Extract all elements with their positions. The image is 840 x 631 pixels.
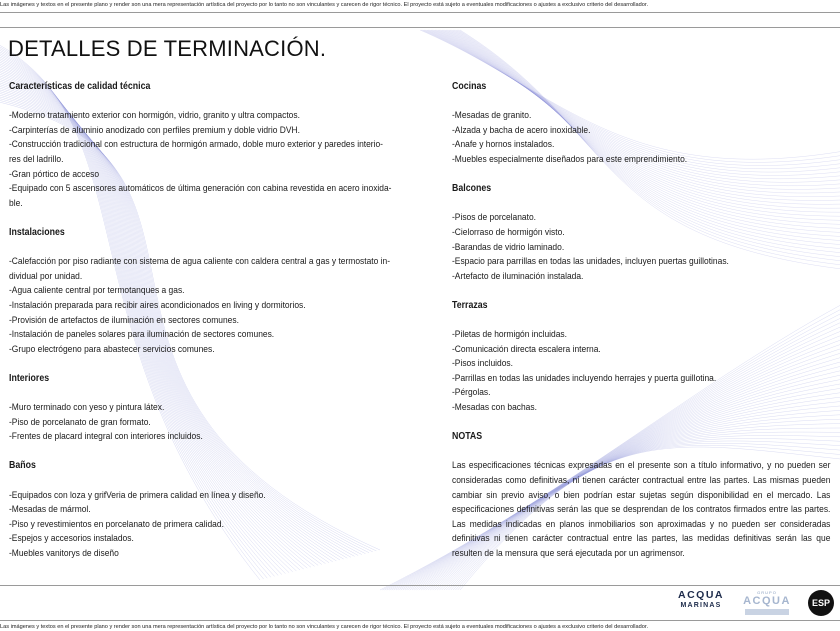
section-heading: Terrazas: [452, 299, 488, 311]
spec-item: -Muro terminado con yeso y pintura látex.: [9, 402, 165, 414]
spec-item: -Gran pórtico de acceso: [9, 168, 100, 180]
spec-item: -Mesadas de granito.: [452, 110, 532, 122]
section-heading: Instalaciones: [9, 226, 65, 238]
left-column: [9, 80, 394, 576]
notes-heading: NOTAS: [452, 431, 483, 443]
acqua-marinas-logo: [676, 590, 726, 620]
spec-item: -Provisión de artefactos de iluminación en sectores comunes.: [9, 314, 239, 326]
spec-item: -Muebles vanitorys de diseño: [9, 548, 119, 559]
spec-item: -Pisos incluidos.: [452, 358, 514, 370]
spec-item: -Mesadas de mármol.: [9, 504, 91, 516]
logo-text: ACQUA: [678, 589, 724, 601]
spec-item: -Equipado con 5 ascensores automáticos de última generación con cabina revestida en acero inoxida-: [9, 183, 392, 195]
section: [9, 372, 394, 460]
section-heading: Características de calidad técnica: [9, 81, 151, 92]
spec-item: -Agua caliente central por termotanques a gas.: [9, 285, 185, 297]
spec-item: -Instalación de paneles solares para iluminación de sectores comunes.: [9, 329, 275, 341]
spec-item: -Comunicación directa escalera interna.: [452, 343, 601, 355]
spec-item: -Piso y revestimientos en porcelanato de primera calidad.: [9, 518, 224, 530]
spec-item: -Piletas de hormigón incluidas.: [452, 329, 567, 341]
spec-item: -Artefacto de iluminación instalada.: [452, 270, 584, 282]
bottom-divider: [0, 620, 840, 621]
logo-bar: [745, 609, 789, 615]
spec-item: -Construcción tradicional con estructura de hormigón armado, doble muro exterior y paredes interio-: [9, 139, 383, 151]
header-divider: [0, 27, 840, 28]
disclaimer-bottom: Las imágenes y textos en el presente plano y render son una mera representación artística del proyecto por lo tanto no son vinculantes y carecen de rigor técnico. El proyecto está sujeto a eventuales modificaciones o ajustes a exclusivo criterio del desarrollador.: [0, 624, 648, 630]
spec-item: -Espacio para parrillas en todas las unidades, incluyen puertas guillotinas.: [452, 256, 729, 268]
spec-item: -Pérgolas.: [452, 387, 491, 399]
grupo-acqua-logo: [741, 590, 793, 620]
spec-item: -Pisos de porcelanato.: [452, 212, 537, 224]
spec-item: -Grupo electrógeno para abastecer servicios comunes.: [9, 343, 215, 355]
spec-item: -Muebles especialmente diseñados para este emprendimiento.: [452, 153, 688, 165]
logo-text: MARINAS: [680, 602, 722, 609]
spec-item: -Calefacción por piso radiante con sistema de agua caliente con caldera central a gas y termostato in-: [9, 256, 391, 268]
section-heading: Interiores: [9, 372, 50, 384]
section: [9, 459, 394, 576]
spec-item: -Moderno tratamiento exterior con hormigón, vidrio, granito y ultra compactos.: [9, 110, 300, 122]
footer-divider: [0, 585, 840, 586]
section: [452, 182, 832, 299]
spec-item: ble.: [9, 197, 23, 209]
logo-text: GRUPO: [757, 590, 777, 595]
spec-item: -Cielorraso de hormigón visto.: [452, 226, 565, 238]
section: [452, 299, 832, 430]
top-divider: [0, 12, 840, 13]
spec-item: -Frentes de placard integral con interiores incluidos.: [9, 431, 203, 443]
right-column: [452, 80, 832, 562]
logo-text: ACQUA: [743, 595, 791, 607]
spec-item: -Piso de porcelanato de gran formato.: [9, 416, 151, 428]
section-heading: Baños: [9, 460, 36, 472]
notes-text: Las especificaciones técnicas expresadas en el presente son a título informativo, y no pueden ser consideradas como definitivas, ni tienen carácter contractual entre las partes. Las mismas pueden cambiar sin previo aviso, o bien podrían estar sujetas según disponibilidad en el mercado. Las especificaciones definitivas serán las que se desprendan de los contratos firmados entre las partes. Las medidas indicadas en planos inmobiliarios son aproximadas y no pueden ser consideradas definitivas ni tienen carácter contractual entre las partes, las medidas definitivas serán las que resulten de la mensura que será ejecutada por un agrimensor.: [452, 460, 831, 559]
section: [9, 80, 394, 226]
section: [452, 80, 832, 182]
section: [9, 226, 394, 372]
spec-item: -Instalación preparada para recibir aires acondicionados en living y dormitorios.: [9, 299, 306, 311]
section-heading: Cocinas: [452, 81, 487, 92]
disclaimer-top: Las imágenes y textos en el presente plano y render son una mera representación artística del proyecto por lo tanto no son vinculantes y carecen de rigor técnico. El proyecto está sujeto a eventuales modificaciones o ajustes a exclusivo criterio del desarrollador.: [0, 2, 648, 8]
spec-item: -Alzada y bacha de acero inoxidable.: [452, 124, 591, 136]
spec-item: -Equipados con loza y grifVeria de primera calidad en línea y diseño.: [9, 489, 266, 501]
spec-item: -Anafe y hornos instalados.: [452, 139, 555, 151]
notes-section: [452, 430, 832, 561]
spec-item: res del ladrillo.: [9, 153, 64, 165]
spec-item: -Espejos y accesorios instalados.: [9, 533, 134, 545]
esp-logo: ESP: [808, 590, 834, 616]
spec-item: -Parrillas en todas las unidades incluyendo herrajes y puerta guillotina.: [452, 372, 717, 384]
spec-item: -Barandas de vidrio laminado.: [452, 241, 565, 253]
spec-item: -Carpinterías de aluminio anodizado con perfiles premium y doble vidrio DVH.: [9, 124, 300, 136]
section-heading: Balcones: [452, 183, 492, 195]
page-title: DETALLES DE TERMINACIÓN.: [8, 36, 327, 61]
spec-item: -Mesadas con bachas.: [452, 402, 537, 414]
spec-item: dividual por unidad.: [9, 270, 83, 282]
